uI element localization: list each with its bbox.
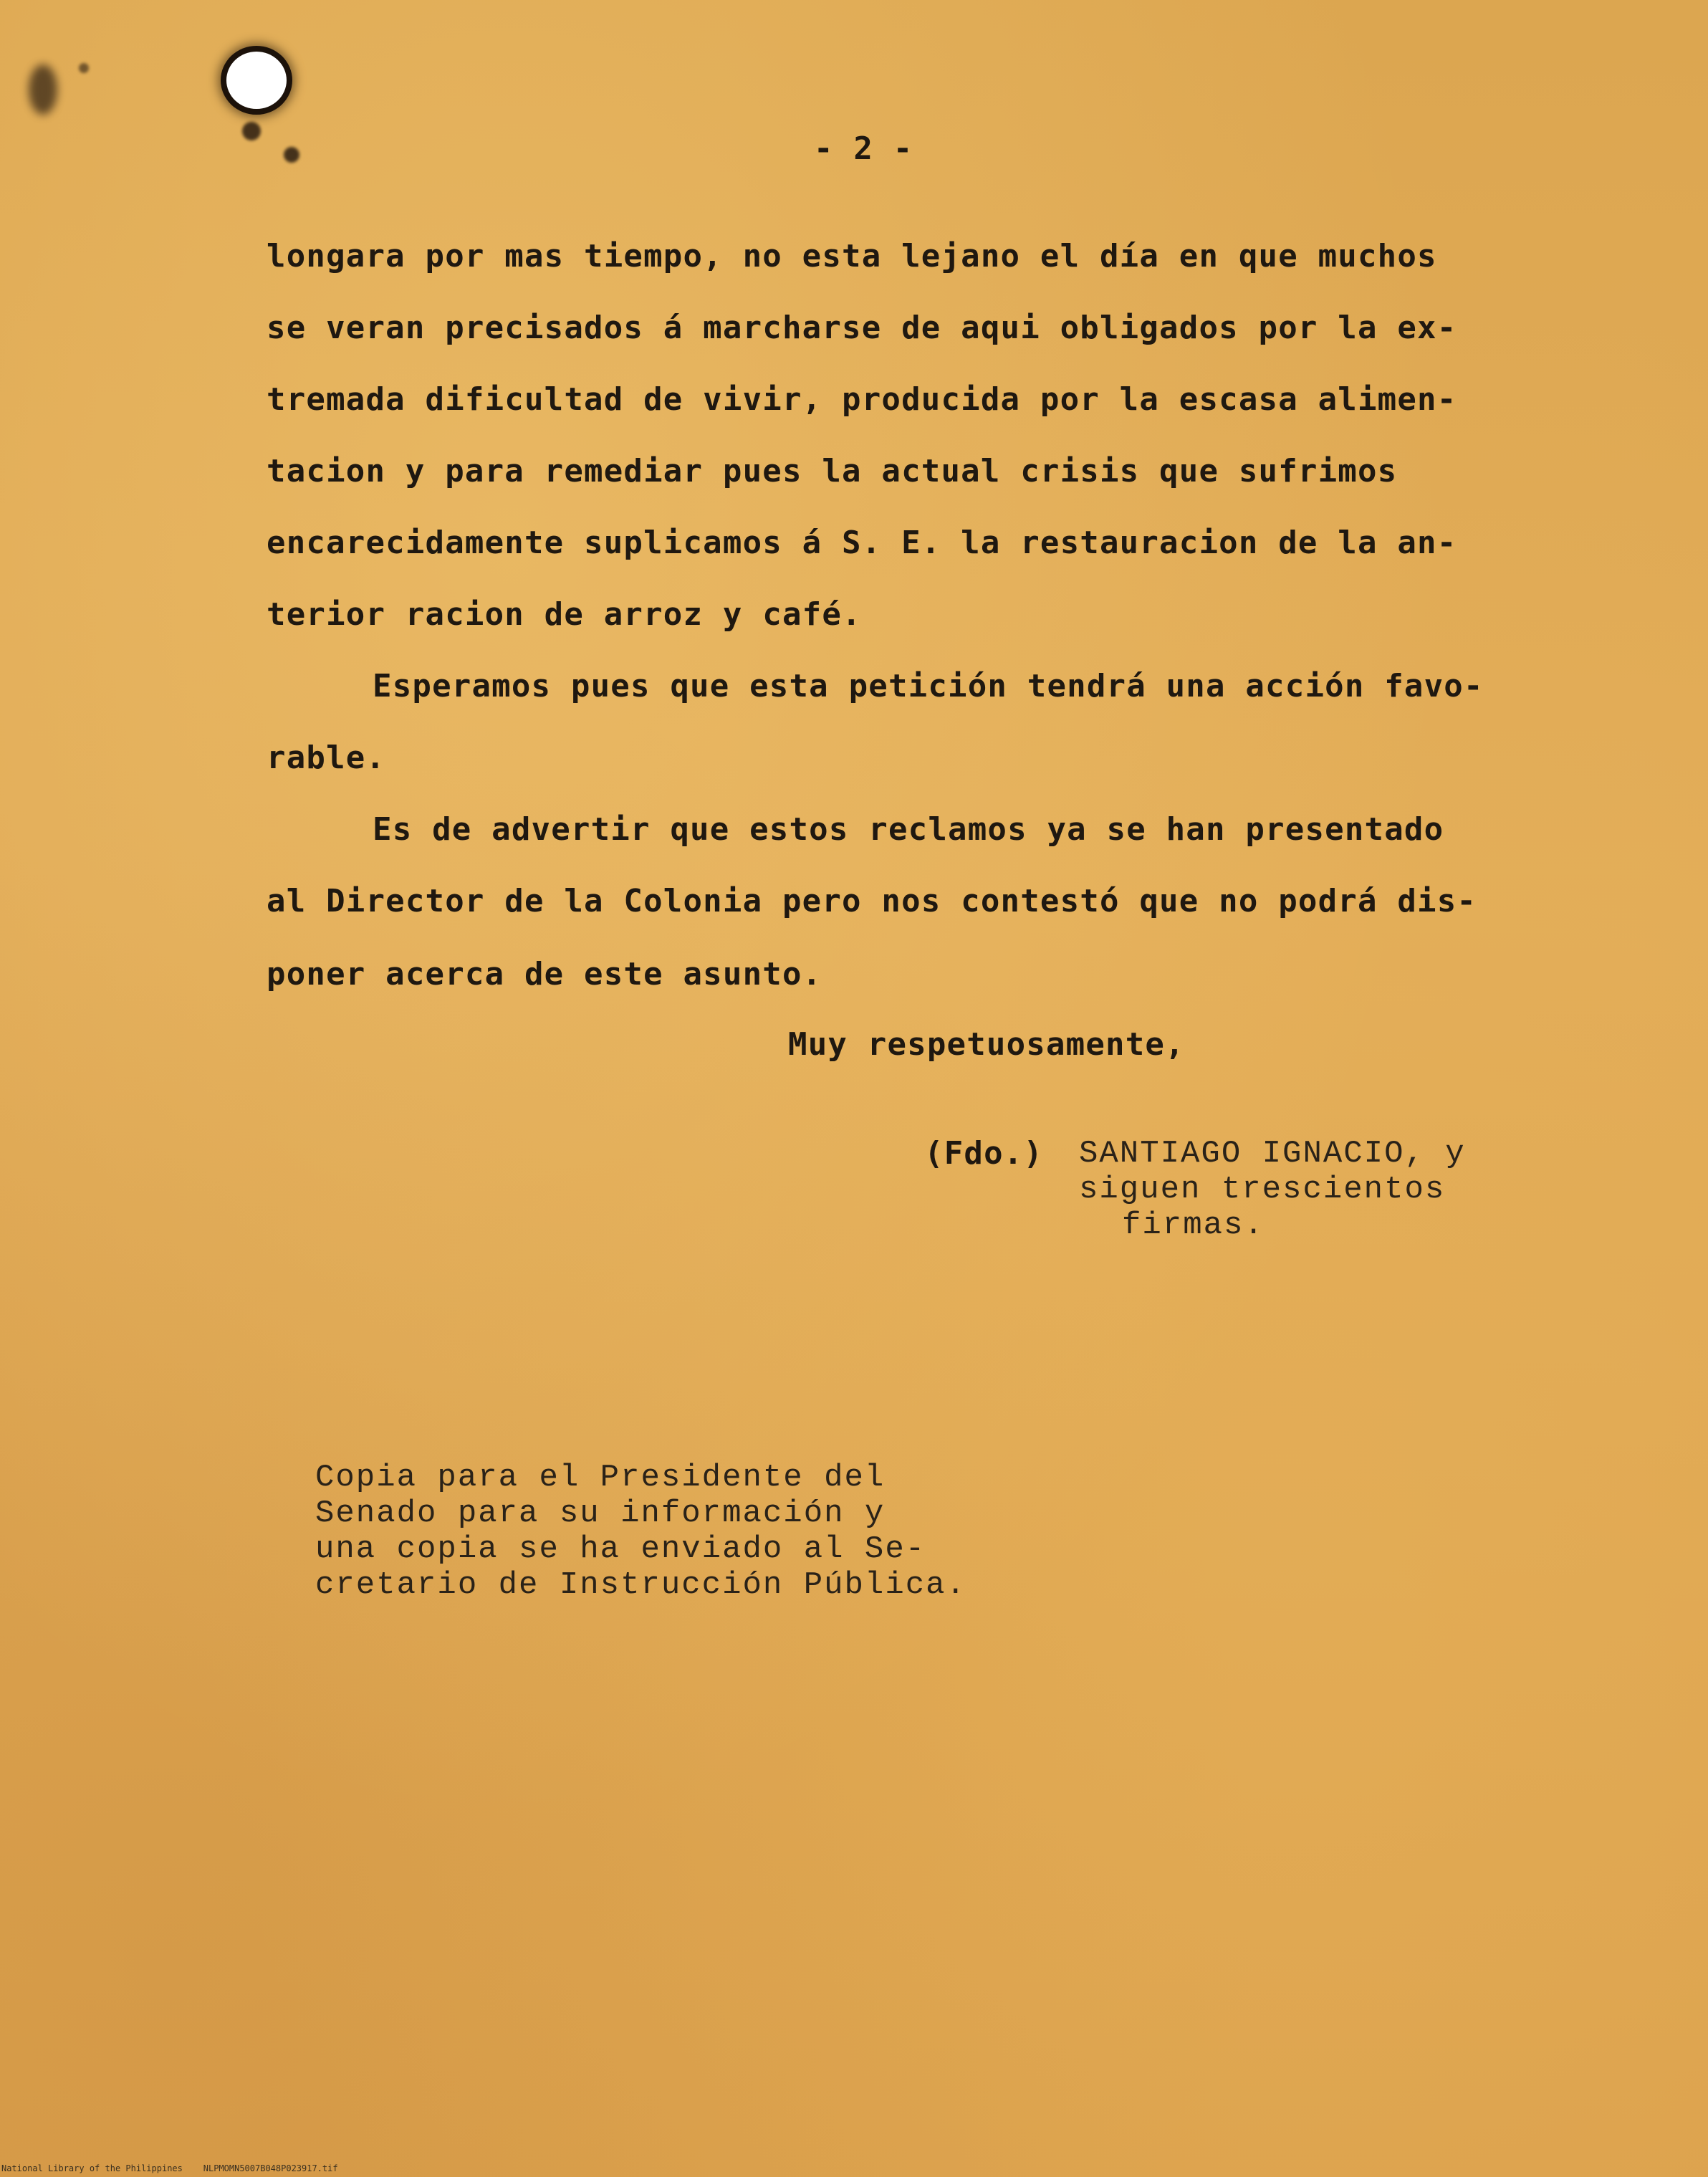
ink-stain [242, 122, 261, 140]
archive-footer: National Library of the Philippines NLPMOMN5007B048P023917.tif [1, 2163, 338, 2173]
copy-note-line: una copia se ha enviado al Se- [315, 1531, 926, 1567]
signature-line: firmas. [1122, 1207, 1265, 1243]
body-line: terior racion de arroz y café. [267, 596, 862, 633]
body-line: Es de advertir que estos reclamos ya se han presentado [373, 811, 1444, 848]
body-line: al Director de la Colonia pero nos contestó que no podrá dis- [267, 883, 1477, 919]
copy-note-line: cretario de Instrucción Pública. [315, 1567, 966, 1603]
body-line: tacion y para remediar pues la actual crisis que sufrimos [267, 453, 1398, 489]
ink-stain [284, 147, 299, 163]
body-line: rable. [267, 740, 386, 776]
page-number: - 2 - [814, 130, 913, 167]
body-line: se veran precisados á marcharse de aqui obligados por la ex- [267, 310, 1457, 346]
signature-prefix: (Fdo.) [924, 1135, 1044, 1172]
body-line: tremada dificultad de vivir, producida por la escasa alimen- [267, 381, 1457, 418]
body-line: longara por mas tiempo, no esta lejano el día en que muchos [267, 238, 1437, 274]
closing-salutation: Muy respetuosamente, [788, 1026, 1185, 1063]
copy-note-line: Senado para su información y [315, 1496, 886, 1531]
copy-note-line: Copia para el Presidente del [315, 1460, 886, 1496]
ink-stain [29, 64, 57, 115]
body-line: Esperamos pues que esta petición tendrá una acción favo- [373, 668, 1484, 704]
body-line: encarecidamente suplicamos á S. E. la restauracion de la an- [267, 525, 1457, 561]
punch-hole [226, 52, 287, 109]
body-line: poner acerca de este asunto. [267, 956, 822, 992]
signature-line: siguen trescientos [1079, 1172, 1446, 1207]
ink-stain [79, 63, 89, 73]
signature-line: SANTIAGO IGNACIO, y [1079, 1136, 1466, 1172]
